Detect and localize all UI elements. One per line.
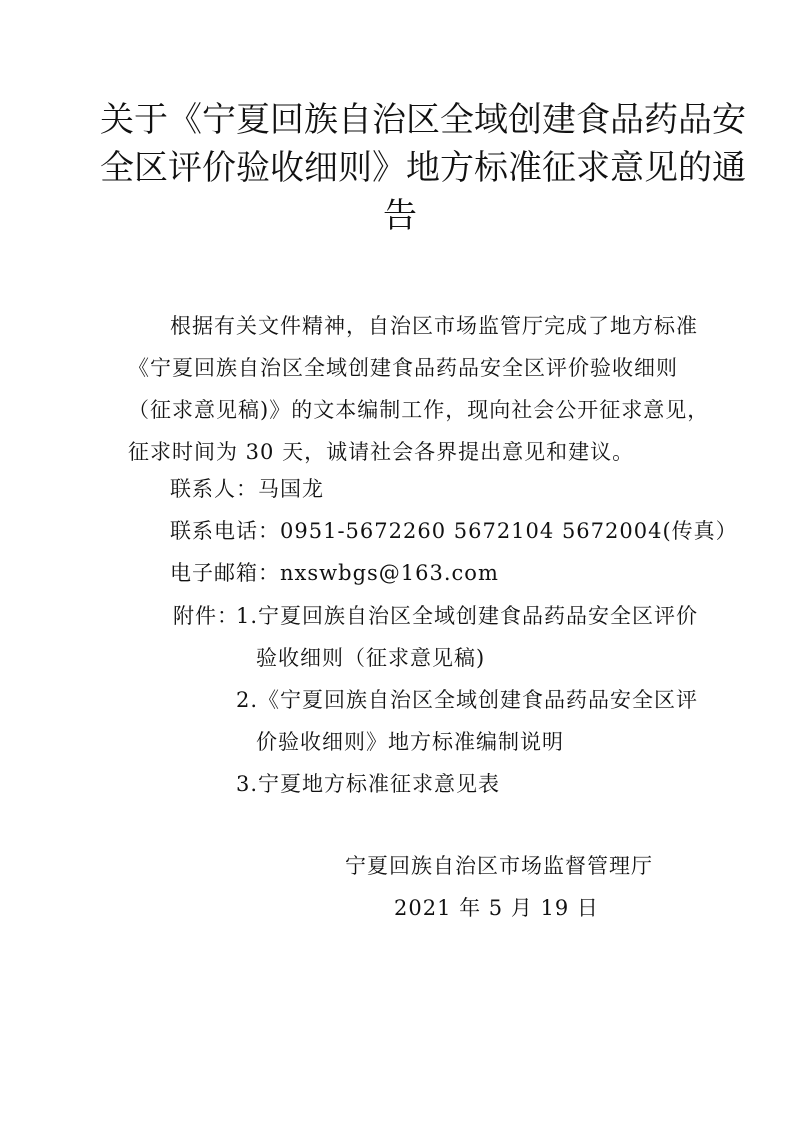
body-line-3: （征求意见稿)》的文本编制工作，现向社会公开征求意见，	[128, 398, 710, 422]
contact-person: 联系人：马国龙	[170, 477, 324, 501]
contact-email: 电子邮箱：nxswbgs@163.com	[170, 561, 499, 585]
attachment-1-line-1: 1.宁夏回族自治区全域创建食品药品安全区评价	[236, 604, 699, 628]
attachment-2-line-1: 2.《宁夏回族自治区全域创建食品药品安全区评	[236, 688, 699, 712]
body-line-1: 根据有关文件精神，自治区市场监管厅完成了地方标准	[170, 314, 698, 338]
signature-date: 2021 年 5 月 19 日	[394, 896, 599, 920]
body-line-2: 《宁夏回族自治区全域创建食品药品安全区评价验收细则	[128, 356, 678, 380]
title-line-1: 关于《宁夏回族自治区全域创建食品药品安	[100, 100, 746, 140]
attachments-label: 附件：	[173, 604, 239, 628]
title-line-2: 全区评价验收细则》地方标准征求意见的通	[100, 148, 746, 188]
attachment-2-line-2: 价验收细则》地方标准编制说明	[256, 730, 564, 754]
attachment-1-line-2: 验收细则（征求意见稿)	[256, 646, 486, 670]
signature-organization: 宁夏回族自治区市场监督管理厅	[345, 854, 653, 878]
attachment-3-line-1: 3.宁夏地方标准征求意见表	[236, 772, 501, 796]
title-line-3: 告	[383, 196, 417, 236]
notice-title	[100, 96, 746, 240]
body-line-4: 征求时间为 30 天，诚请社会各界提出意见和建议。	[128, 440, 635, 464]
body-paragraph	[128, 305, 710, 473]
contact-phone: 联系电话：0951-5672260 5672104 5672004(传真）	[170, 519, 738, 543]
